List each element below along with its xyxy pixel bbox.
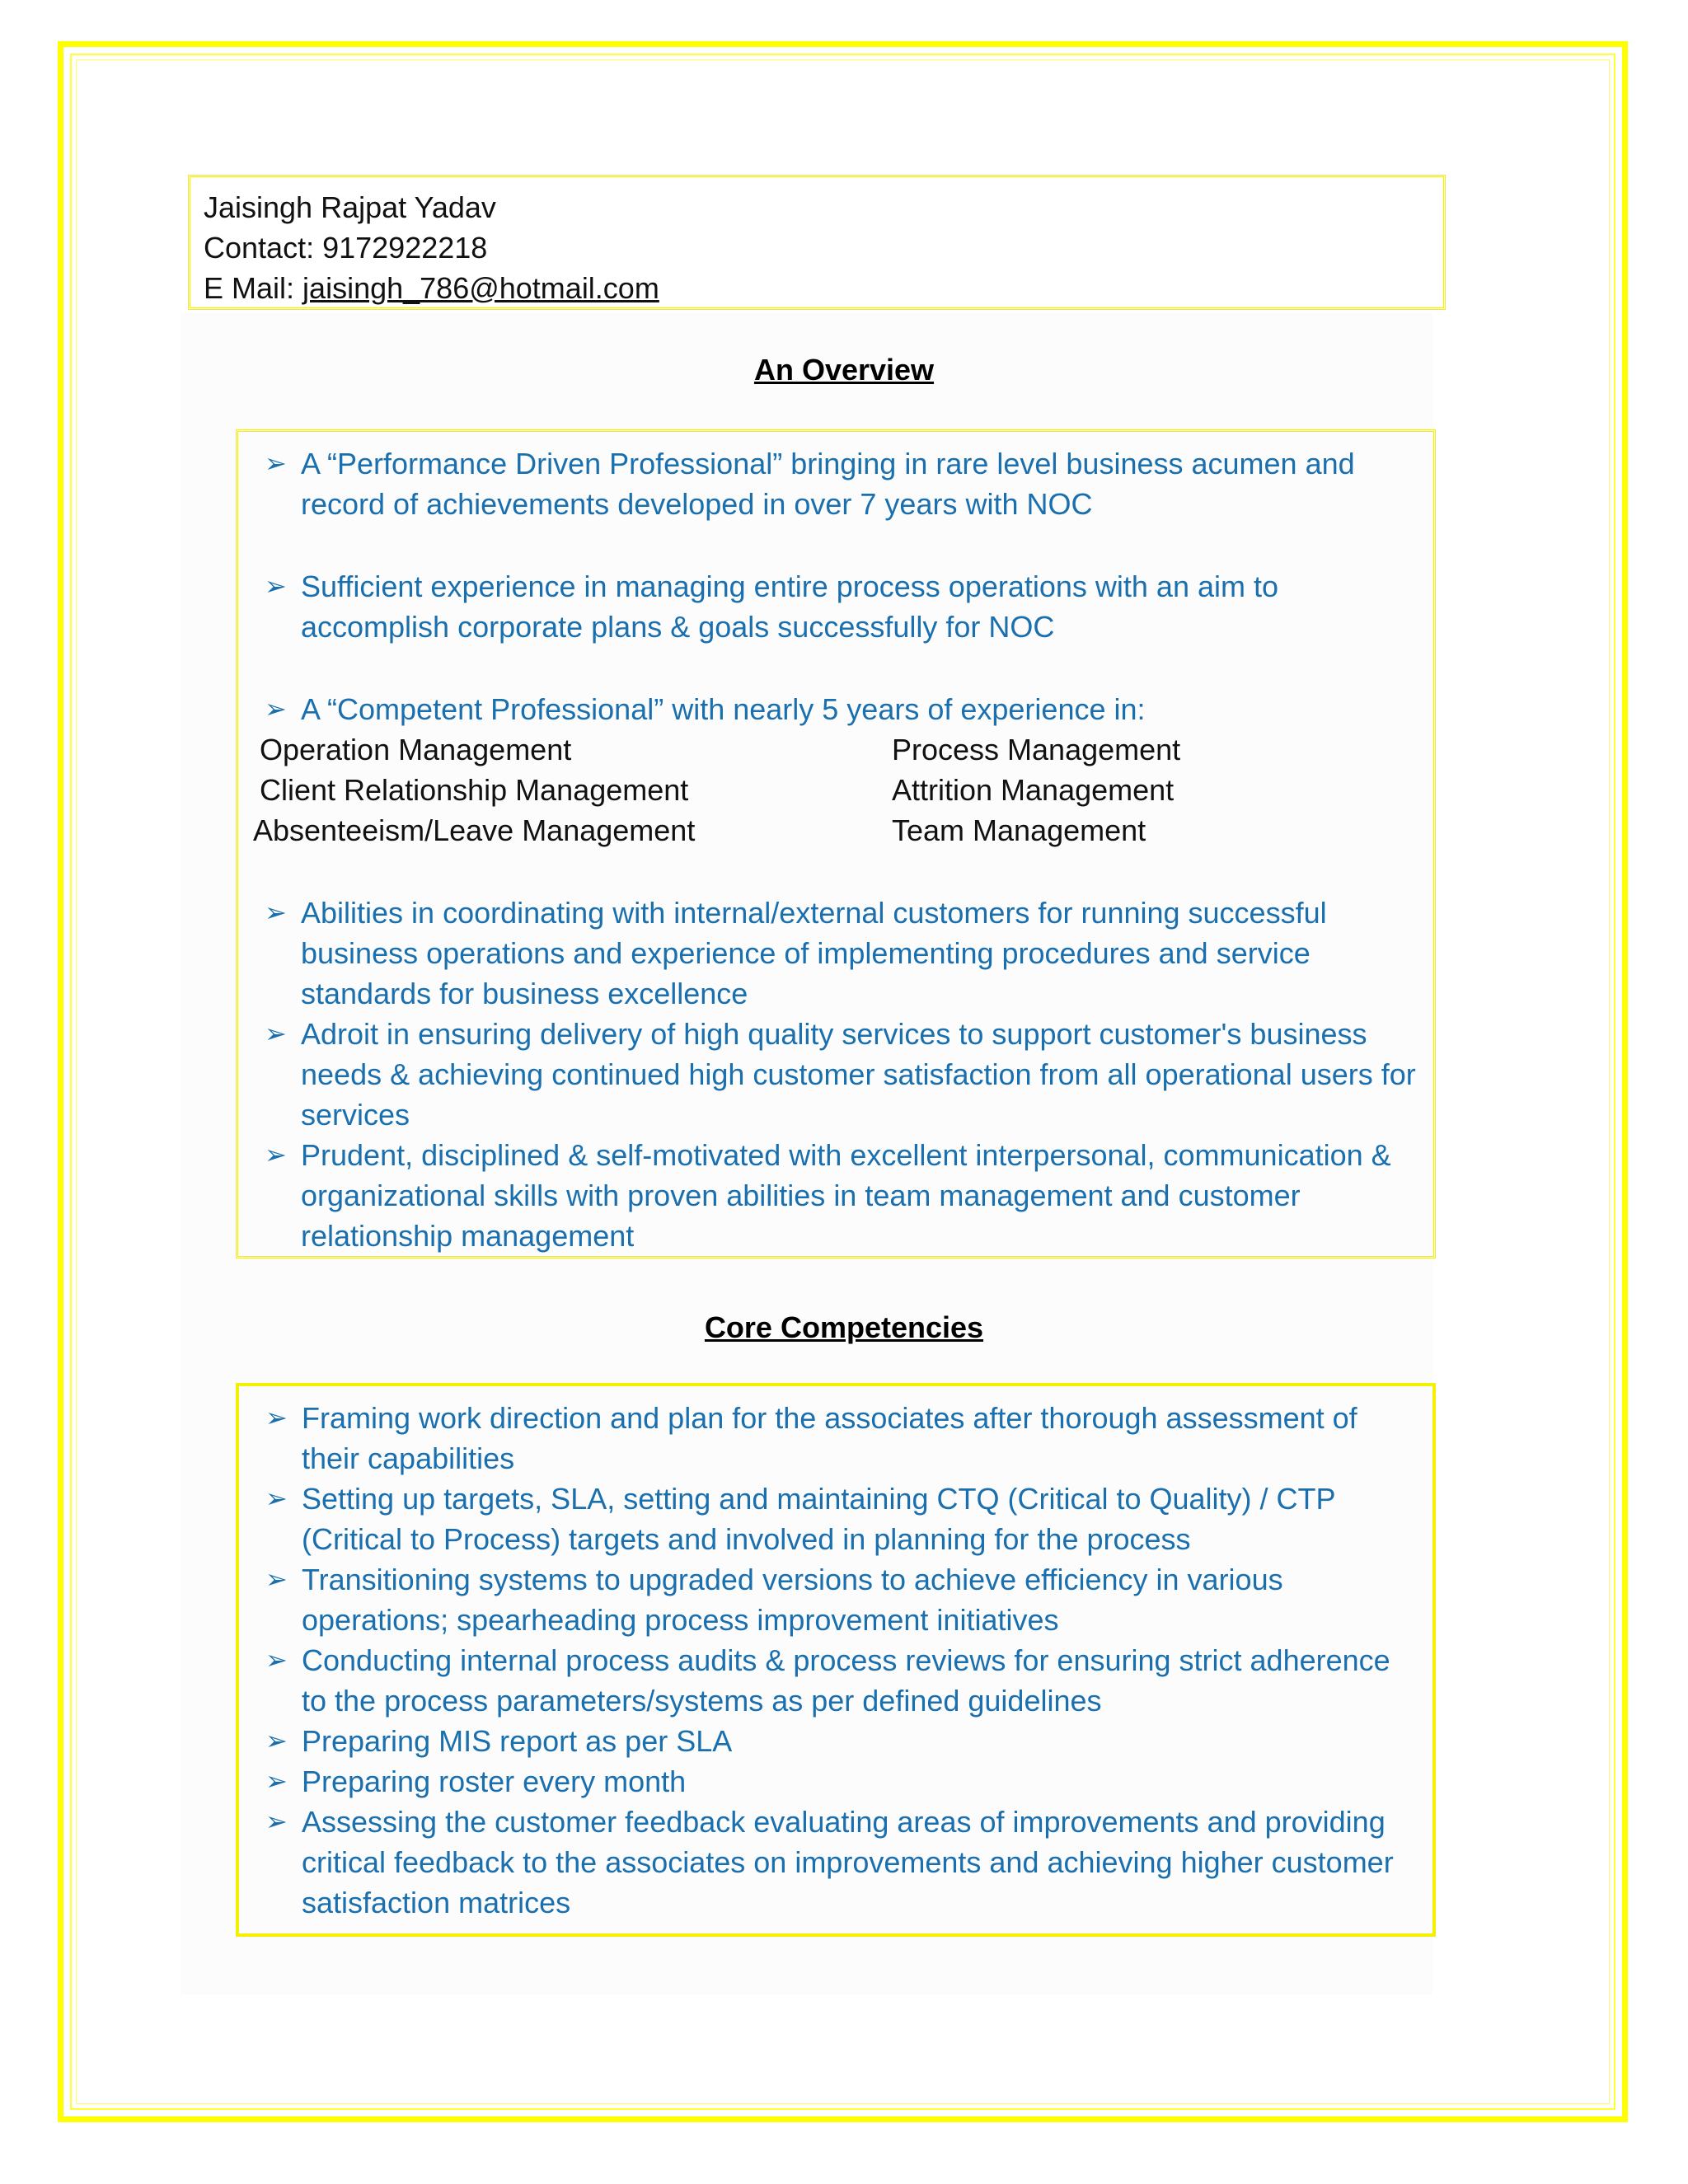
core-bullet-text: Assessing the customer feedback evaluating areas of improvements and providing critical feedback to the associates on improvements and achieving higher customer satisfaction matrices [302, 1805, 1394, 1919]
overview-bullet-text: Adroit in ensuring delivery of high quality services to support customer's business needs & achieving continued high customer satisfaction from all operational users for services [301, 1017, 1416, 1132]
arrow-bullet-icon: ➢ [265, 1564, 288, 1594]
email-line [204, 268, 1430, 308]
contact-box [188, 175, 1446, 310]
overview-bullet-text: Sufficient experience in managing entire process operations with an aim to accomplish corporate plans & goals successfully for NOC [301, 569, 1279, 644]
core-bullet-text: Preparing MIS report as per SLA [302, 1724, 733, 1758]
skill-item: Operation Management [260, 733, 572, 766]
arrow-bullet-icon: ➢ [265, 694, 287, 724]
core-bullet-text: Transitioning systems to upgraded versions to achieve efficiency in various operations; spearheading process improvement initiatives [302, 1563, 1283, 1637]
skill-item: Process Management [892, 733, 1181, 766]
email-link[interactable]: jaisingh_786@hotmail.com [302, 271, 659, 305]
overview-bullet [253, 566, 1418, 647]
overview-bullet-text: A “Competent Professional” with nearly 5 years of experience in: [301, 692, 1146, 726]
overview-bullet [253, 443, 1418, 524]
core-bullet-text: Setting up targets, SLA, setting and maintaining CTQ (Critical to Quality) / CTP (Critical to Process) targets and involved in planning for the process [302, 1482, 1335, 1556]
contact-label: Contact: [204, 231, 315, 265]
candidate-name: Jaisingh Rajpat Yadav [204, 190, 496, 224]
skill-item: Attrition Management [892, 773, 1175, 807]
skill-item: Team Management [892, 813, 1146, 847]
core-bullet [254, 1761, 1418, 1802]
overview-bullet [253, 689, 1418, 729]
arrow-bullet-icon: ➢ [265, 571, 287, 601]
overview-heading: An Overview [753, 353, 935, 387]
arrow-bullet-icon: ➢ [265, 1726, 288, 1755]
overview-bullet [253, 1135, 1418, 1256]
overview-box [236, 429, 1436, 1258]
skill-item: Client Relationship Management [260, 773, 689, 807]
arrow-bullet-icon: ➢ [265, 1140, 287, 1169]
arrow-bullet-icon: ➢ [265, 1403, 288, 1432]
core-bullet [254, 1479, 1418, 1559]
overview-bullet [253, 1014, 1418, 1135]
skill-item: Absenteeism/Leave Management [253, 813, 696, 847]
core-competencies-box [236, 1383, 1436, 1937]
phone-number: 9172922218 [322, 231, 488, 265]
core-bullet [254, 1721, 1418, 1761]
overview-bullet-text: Prudent, disciplined & self-motivated with excellent interpersonal, communication & organizational skills with proven abilities in team management and customer relationship management [301, 1138, 1391, 1253]
core-bullet [254, 1398, 1418, 1479]
arrow-bullet-icon: ➢ [265, 1807, 288, 1836]
core-competencies-heading: Core Competencies [704, 1310, 984, 1344]
core-bullet [254, 1802, 1418, 1923]
arrow-bullet-icon: ➢ [265, 448, 287, 478]
arrow-bullet-icon: ➢ [265, 1483, 288, 1513]
arrow-bullet-icon: ➢ [265, 1645, 288, 1675]
core-bullet-text: Framing work direction and plan for the associates after thorough assessment of their capabilities [302, 1401, 1357, 1475]
core-bullet-text: Preparing roster every month [302, 1765, 687, 1798]
overview-bullet-text: Abilities in coordinating with internal/external customers for running successful business operations and experience of implementing procedures and service standards for business excellence [301, 896, 1327, 1010]
arrow-bullet-icon: ➢ [265, 1766, 288, 1796]
core-bullet-text: Conducting internal process audits & process reviews for ensuring strict adherence to the process parameters/systems as per defined guidelines [302, 1643, 1390, 1718]
contact-line [204, 227, 1430, 268]
arrow-bullet-icon: ➢ [265, 898, 287, 927]
overview-bullet [253, 893, 1418, 1014]
email-label: E Mail: [204, 271, 295, 305]
overview-bullet-text: A “Performance Driven Professional” bringing in rare level business acumen and record of achievements developed in over 7 years with NOC [301, 447, 1355, 521]
arrow-bullet-icon: ➢ [265, 1019, 287, 1048]
skills-list [253, 729, 1418, 851]
core-bullet [254, 1640, 1418, 1721]
core-bullet [254, 1559, 1418, 1640]
